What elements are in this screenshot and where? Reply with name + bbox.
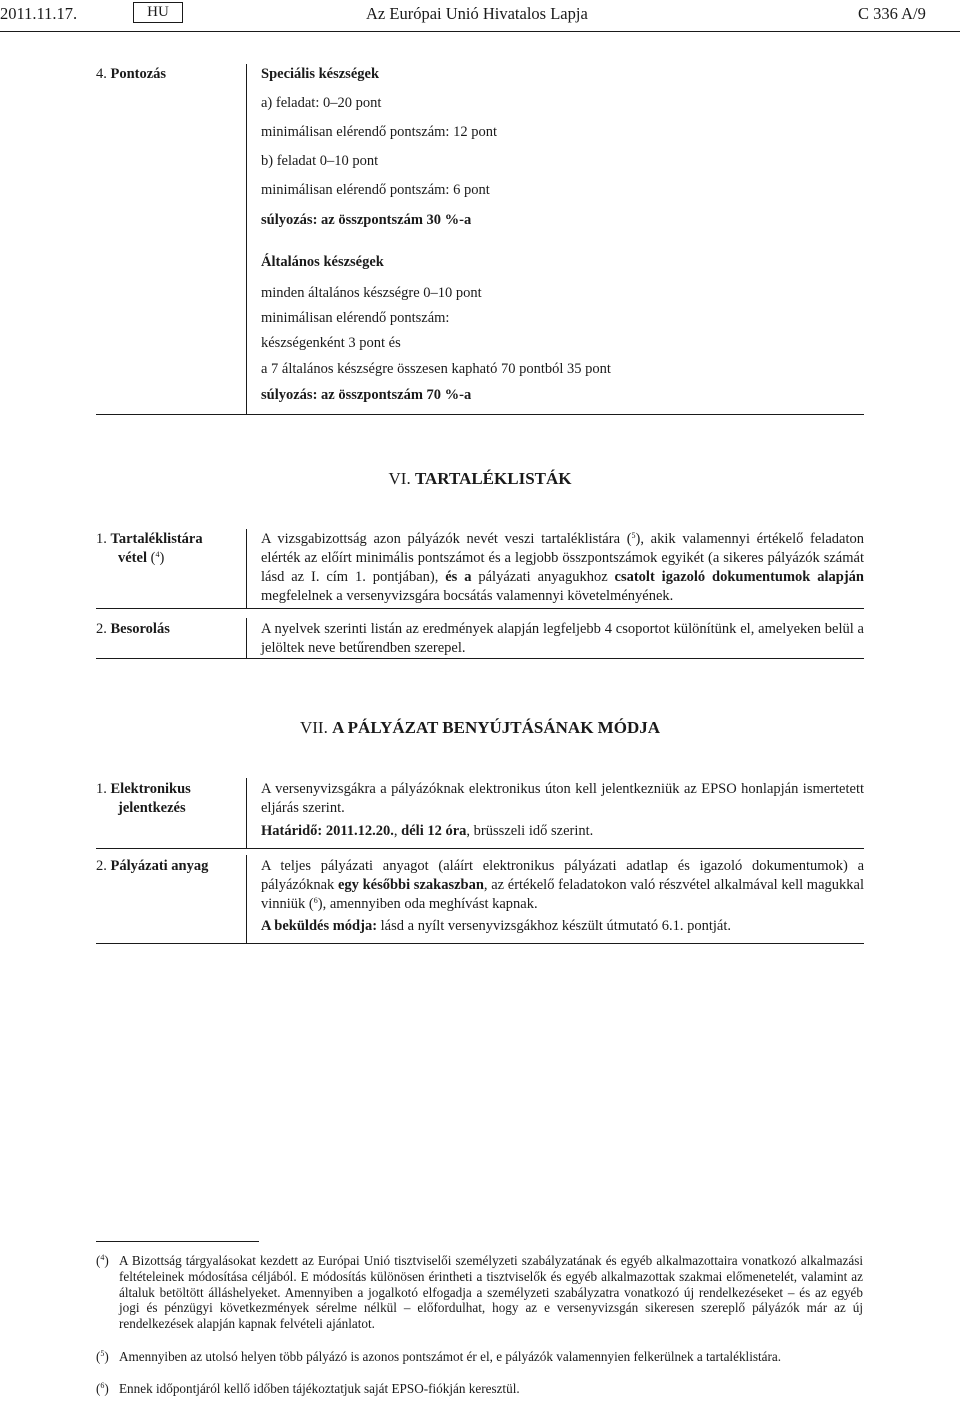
scoring-bottom-rule: [96, 414, 864, 415]
footnote-4-text: A Bizottság tárgyalásokat kezdett az Európai Unió tisztviselői személyzeti szabályzatának és egyéb alkalmazottaira vonatkozó alkalmazási feltételeinek módosítása céljából. E módosítás különösen érintheti a tisztviselők és egyéb alkalmazottak szakmai előmenetelét, valamint az általuk betöltött álláshelyeket. Amennyiben a jogalkotó elfogadja a személyzeti szabályzatra vonatkozó új rendelkezéseket – és az egyéb jogi és pénzügyi következmények sérelme nélkül – előfordulhat, hogy az e versenyvizsgán sikeresen szereplő pályázók már az új rendelkezések alapján kapnak felvételi ajánlatot.: [119, 1253, 863, 1332]
special-line-4: minimálisan elérendő pontszám: 6 pont: [261, 182, 490, 198]
general-line-4: a 7 általános készségre összesen kapható 70 pontból 35 pont: [261, 361, 611, 377]
special-skills-title: Speciális készségek: [261, 66, 380, 82]
journal-title: Az Európai Unió Hivatalos Lapja: [366, 4, 588, 23]
footnote-5-mark: ($^5$): [96, 1349, 109, 1364]
scoring-column-divider: [246, 64, 247, 414]
section-vii-item2-divider: [246, 855, 247, 943]
section-vii-item1-divider: [246, 778, 247, 848]
footnote-5-text: Amennyiben az utolsó helyen több pályázó is azonos pontszámot ér el, e pályázók valamennyien felkerülnek a tartaléklistára.: [119, 1349, 782, 1364]
header-rule: [0, 31, 960, 32]
general-line-2: minimálisan elérendő pontszám:: [261, 310, 450, 326]
deadline-text: Határidő: 2011.12.20., déli 12 óra, brüsszeli idő szerint.: [261, 823, 594, 839]
language-badge: HU: [133, 2, 183, 23]
section-vii-item2-rule: [96, 943, 864, 944]
footnote-separator: [96, 1241, 259, 1242]
classification-text: A nyelvek szerinti listán az eredmények alapján legfeljebb 4 csoportot különítünk el, amelyeken belül a jelöltek neve betűrendben szerepel.: [261, 621, 864, 656]
general-weighting: súlyozás: az összpontszám 70 %-a: [261, 387, 472, 403]
electronic-application-label: 1. Elektronikus jelentkezés: [96, 781, 191, 816]
general-skills-title: Általános készségek: [261, 254, 384, 270]
classification-label: 2. Besorolás: [96, 621, 170, 637]
special-line-3: b) feladat 0–10 pont: [261, 153, 379, 169]
reserve-list-text: A vizsgabizottság azon pályázók nevét veszi tartaléklistára ($^5$), akik valamennyi értékelő feladaton elérték az előírt minimális pontszámot és a legjobb összpontszámok egyikét (a sikeres pályázók számát lásd az I. cím 1. pontjában), és a pályázati anyagukhoz csatolt igazoló dokumentumok alapján megfelelnek a versenyvizsgára bocsátás valamennyi követelményének.: [261, 531, 864, 604]
submission-method-text: A beküldés módja: lásd a nyílt versenyvizsgákhoz készült útmutató 6.1. pontját.: [261, 918, 731, 934]
section-vi-item1-rule: [96, 608, 864, 609]
page-reference: C 336 A/9: [858, 4, 926, 23]
section-vii-item1-rule: [96, 848, 864, 849]
scoring-label: [96, 65, 166, 84]
application-file-label: 2. Pályázati anyag: [96, 858, 209, 874]
footnote-6-mark: ($^6$): [96, 1381, 109, 1396]
general-line-1: minden általános készségre 0–10 pont: [261, 285, 482, 301]
footnote-4-mark: ($^4$): [96, 1253, 109, 1268]
scoring-number: 4.: [96, 66, 107, 82]
application-file-text: A teljes pályázati anyagot (aláírt elektronikus pályázati adatlap és igazoló dokumentumok) a pályázóknak egy későbbi szakaszban, az értékelő feladatokon való részvétel alkalmával kell magukkal vinniük ($^6$), amennyiben oda meghívást kapnak.: [261, 858, 864, 912]
section-vii-title: VII. A PÁLYÁZAT BENYÚJTÁSÁNAK MÓDJA: [299, 718, 661, 737]
section-vi-title: VI. TARTALÉKLISTÁK: [388, 469, 572, 488]
scoring-label-text: Pontozás: [110, 66, 167, 82]
general-line-3: készségenként 3 pont és: [261, 335, 401, 351]
electronic-application-text: A versenyvizsgákra a pályázóknak elektronikus úton kell jelentkezniük az EPSO honlapján ismertetett eljárás szerint.: [261, 781, 864, 816]
section-vi-item2-divider: [246, 618, 247, 658]
special-line-2: minimálisan elérendő pontszám: 12 pont: [261, 124, 497, 140]
section-vi-item1-divider: [246, 529, 247, 608]
footnote-6-text: Ennek időpontjáról kellő időben tájékoztatjuk saját EPSO-fiókján keresztül.: [119, 1381, 520, 1396]
special-line-1: a) feladat: 0–20 pont: [261, 95, 382, 111]
reserve-list-label: 1. Tartaléklistára vétel ($^4$): [96, 531, 203, 566]
header-date: 2011.11.17.: [0, 4, 78, 23]
special-weighting: súlyozás: az összpontszám 30 %-a: [261, 212, 472, 228]
section-vi-item2-rule: [96, 658, 864, 659]
